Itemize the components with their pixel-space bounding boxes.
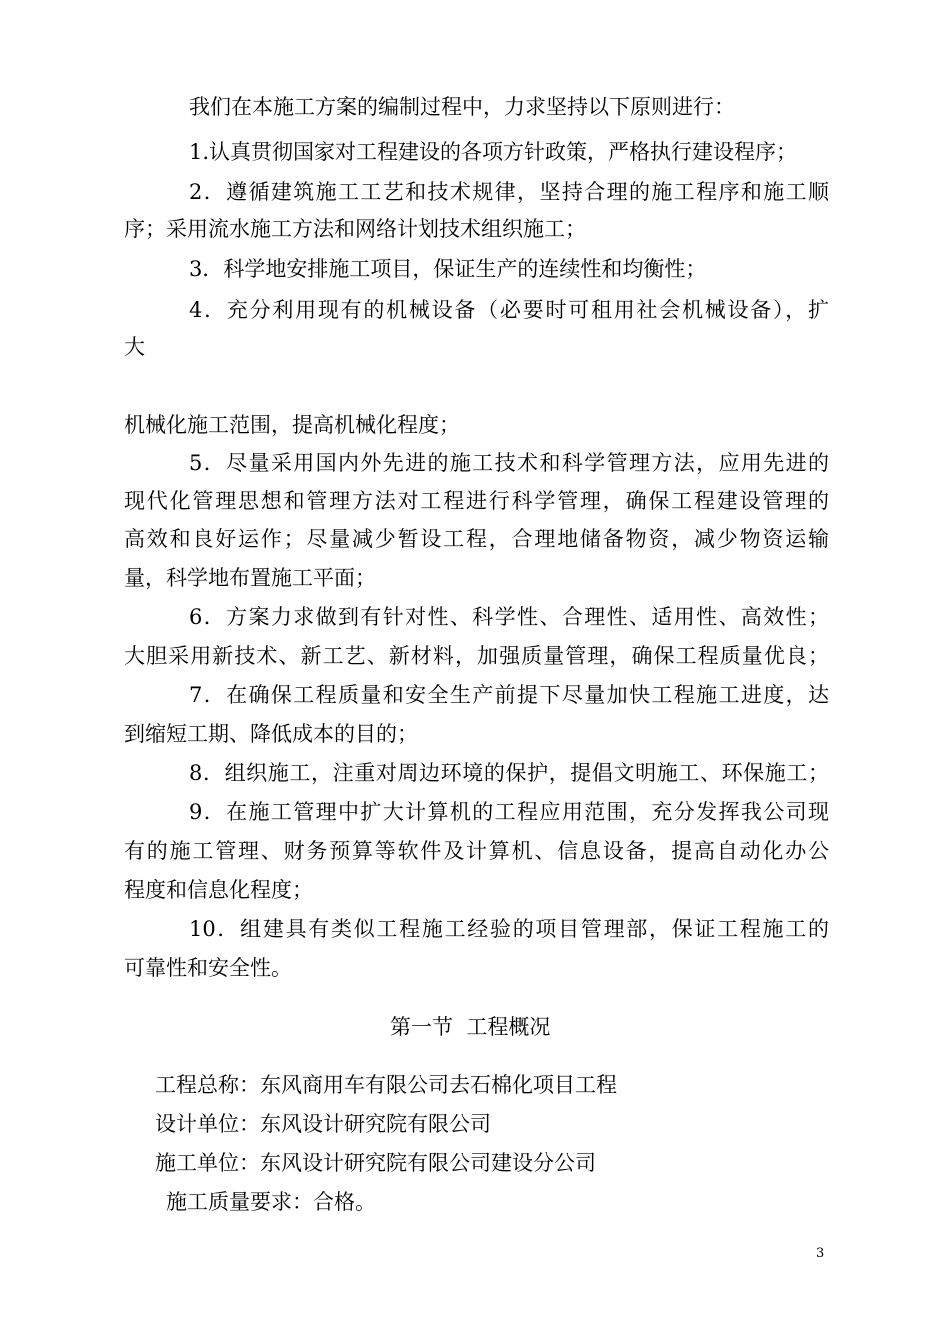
principle-8: 8．组织施工，注重对周边环境的保护，提倡文明施工、环保施工； bbox=[189, 761, 829, 785]
intro-paragraph: 我们在本施工方案的编制过程中，力求坚持以下原则进行： bbox=[189, 95, 735, 119]
principle-9-line-1: 9．在施工管理中扩大计算机的工程应用范围，充分发挥我公司现 bbox=[189, 800, 829, 824]
construction-unit: 施工单位：东风设计研究院有限公司建设分公司 bbox=[155, 1151, 596, 1175]
principle-10-line-1: 10．组建具有类似工程施工经验的项目管理部，保证工程施工的 bbox=[189, 917, 829, 941]
principle-6-line-2: 大胆采用新技术、新工艺、新材料，加强质量管理，确保工程质量优良； bbox=[124, 644, 829, 668]
principle-3: 3．科学地安排施工项目，保证生产的连续性和均衡性； bbox=[189, 257, 707, 281]
project-name: 工程总称：东风商用车有限公司去石棉化项目工程 bbox=[155, 1073, 617, 1097]
principle-2-line-1: 2．遵循建筑施工工艺和技术规律，坚持合理的施工程序和施工顺 bbox=[189, 180, 829, 204]
quality-requirement: 施工质量要求：合格。 bbox=[166, 1190, 376, 1214]
page-number: 3 bbox=[816, 1246, 825, 1261]
principle-2-line-2: 序；采用流水施工方法和网络计划技术组织施工； bbox=[124, 217, 586, 241]
principle-5-line-4: 量，科学地布置施工平面； bbox=[124, 566, 376, 590]
design-unit: 设计单位：东风设计研究院有限公司 bbox=[155, 1112, 491, 1136]
principle-9-line-2: 有的施工管理、财务预算等软件及计算机、信息设备，提高自动化办公 bbox=[124, 839, 829, 863]
principle-4-line-2: 大 bbox=[124, 335, 145, 359]
principle-5-line-3: 高效和良好运作；尽量减少暂设工程，合理地储备物资，减少物资运输 bbox=[124, 527, 829, 551]
principle-5-line-2: 现代化管理思想和管理方法对工程进行科学管理，确保工程建设管理的 bbox=[124, 489, 829, 513]
principle-7-line-1: 7．在确保工程质量和安全生产前提下尽量加快工程施工进度，达 bbox=[189, 683, 829, 707]
principle-9-line-3: 程度和信息化程度； bbox=[124, 878, 313, 902]
section-heading: 第一节 工程概况 bbox=[390, 1015, 551, 1039]
principle-10-line-2: 可靠性和安全性。 bbox=[124, 956, 292, 980]
principle-6-line-1: 6．方案力求做到有针对性、科学性、合理性、适用性、高效性； bbox=[189, 605, 829, 629]
principle-5-line-1: 5．尽量采用国内外先进的施工技术和科学管理方法，应用先进的 bbox=[189, 451, 829, 475]
principle-1: 1.认真贯彻国家对工程建设的各项方针政策，严格执行建设程序； bbox=[189, 140, 798, 164]
principle-7-line-2: 到缩短工期、降低成本的目的； bbox=[124, 722, 418, 746]
principle-4-line-1: 4．充分利用现有的机械设备（必要时可租用社会机械设备），扩 bbox=[189, 298, 829, 322]
principle-4-line-3: 机械化施工范围，提高机械化程度； bbox=[124, 413, 460, 437]
